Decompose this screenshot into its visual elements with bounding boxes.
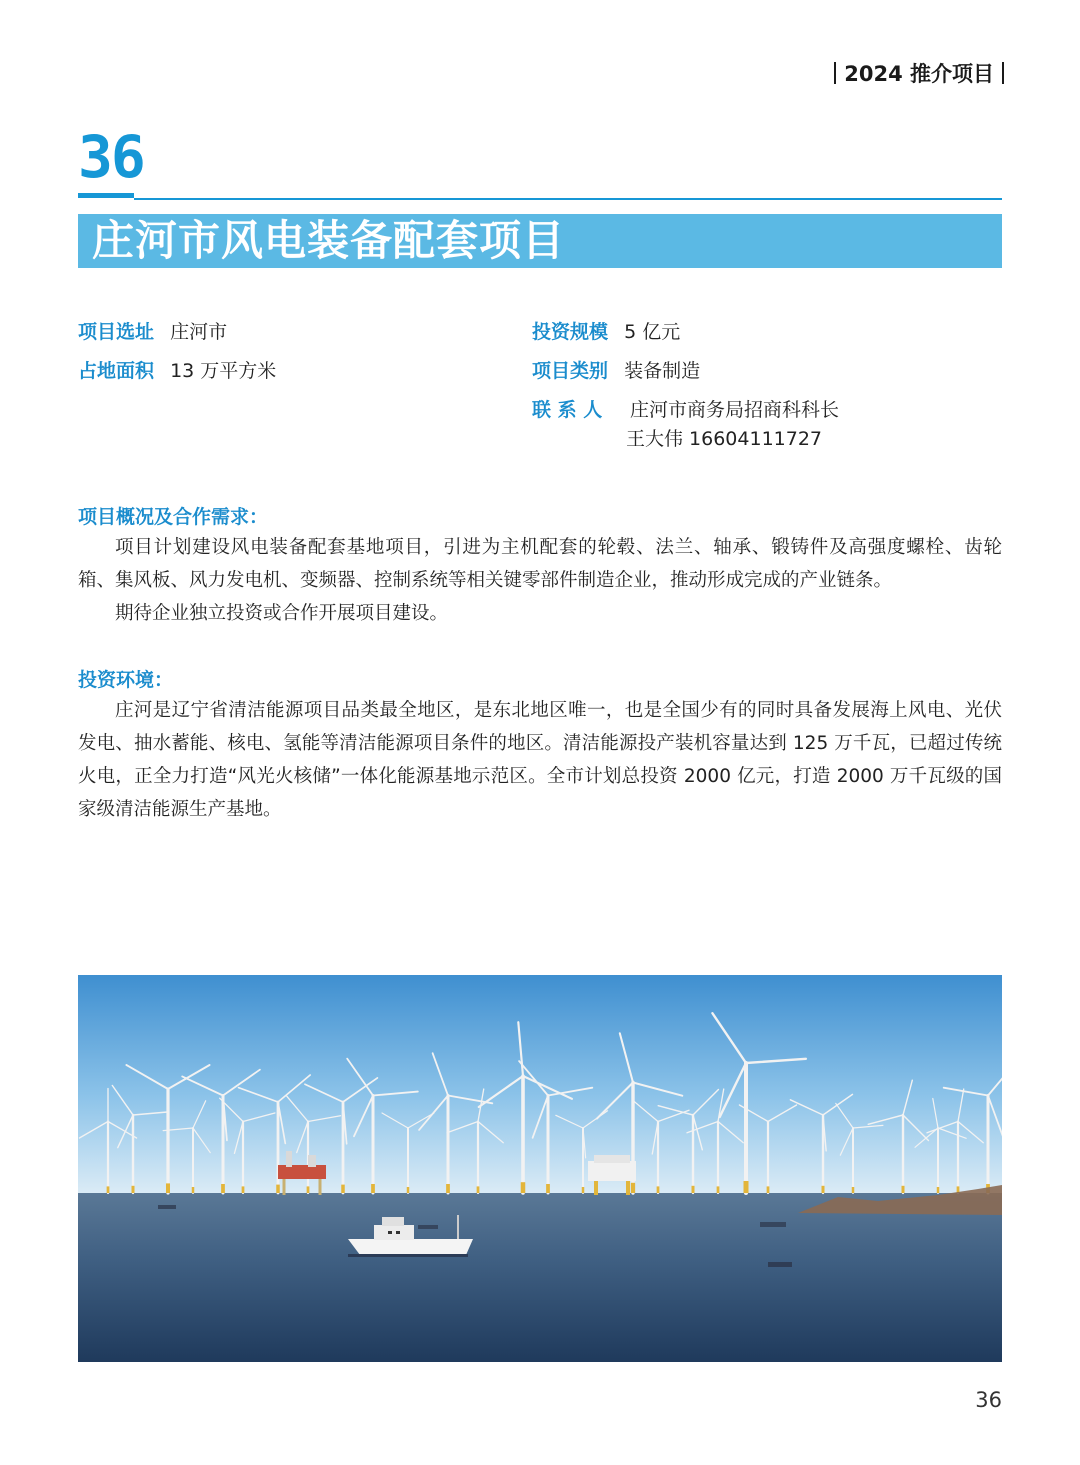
environment-paragraph: 庄河是辽宁省清洁能源项目品类最全地区，是东北地区唯一，也是全国少有的同时具备发展海上风电、光伏发电、抽水蓄能、核电、氢能等清洁能源项目条件的地区。清洁能源投产装机容量达到 125 万千瓦，已超过传统火电，正全力打造“风光火核储”一体化能源基地示范区。全市计划总投资 2000 亿元，打造 2000 万千瓦级的国家级清洁能源生产基地。 [78,700,1002,820]
info-value: 王大伟 16604111727 [626,428,823,450]
info-label: 项目选址 [78,321,155,343]
number-underline [78,193,134,198]
header-tag-text: 2024 推介项目 [844,62,994,86]
overview-paragraph: 项目计划建设风电装备配套基地项目，引进为主机配套的轮毂、法兰、轴承、锻铸件及高强度螺栓、齿轮箱、集风板、风力发电机、变频器、控制系统等相关键零部件制造企业，推动形成完成的产业链条。 [78,537,1002,591]
overview-title: 项目概况及合作需求： [78,506,269,528]
info-investment [532,319,680,345]
info-category [532,358,700,384]
info-contact [532,397,839,423]
divider [834,62,836,84]
title-band [78,214,1002,268]
environment-title: 投资环境： [78,669,174,691]
title-rule [134,198,1002,200]
info-contact-person [626,426,822,452]
info-value: 装备制造 [624,360,701,382]
info-location [78,319,227,345]
info-value: 13 万平方米 [170,360,277,382]
info-label: 占地面积 [78,360,155,382]
project-title: 庄河市风电装备配套项目 [92,216,566,265]
info-area [78,358,276,384]
info-value: 庄河市 [170,321,228,343]
wind-farm-photo [78,975,1002,1362]
project-number: 36 [78,123,144,191]
info-label: 联 系 人 [532,399,603,421]
info-label: 投资规模 [532,321,609,343]
page-number: 36 [975,1388,1002,1412]
info-label: 项目类别 [532,360,609,382]
divider [1002,62,1004,84]
overview-paragraph: 期待企业独立投资或合作开展项目建设。 [115,603,449,624]
info-value: 庄河市商务局招商科科长 [630,399,840,421]
info-value: 5 亿元 [624,321,681,343]
header-tag [834,58,1004,88]
